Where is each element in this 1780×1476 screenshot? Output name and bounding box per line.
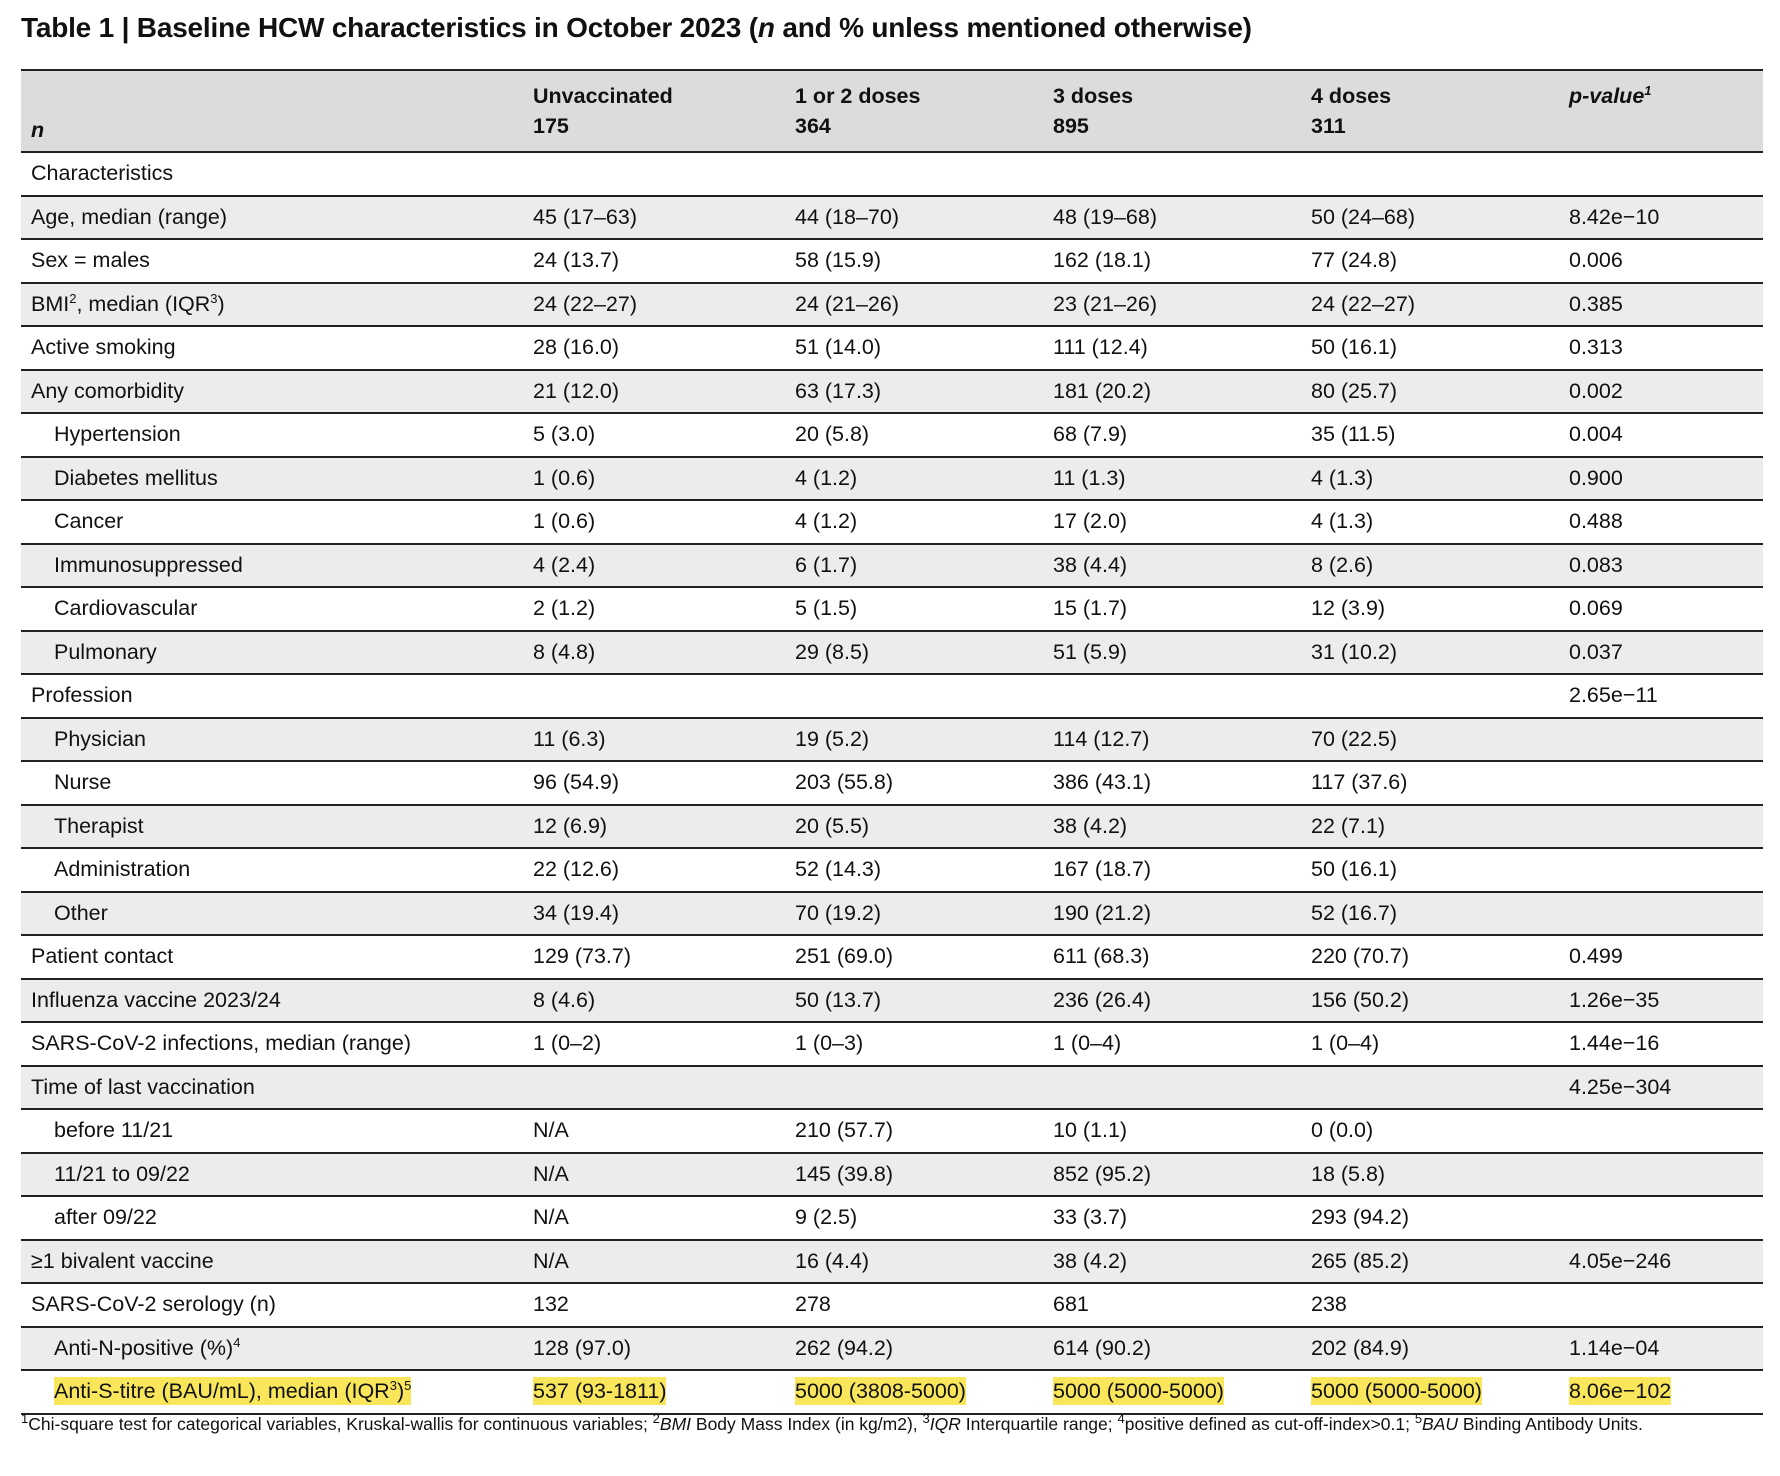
pvalue-cell — [1559, 848, 1763, 892]
row-label: Any comorbidity — [21, 370, 523, 414]
table-cell: 24 (13.7) — [523, 239, 785, 283]
table-cell: 9 (2.5) — [785, 1196, 1043, 1240]
table-cell: 1 (0.6) — [523, 457, 785, 501]
header-col-3-doses: 3 doses 895 — [1043, 70, 1301, 152]
table-cell: 5000 (5000-5000) — [1043, 1370, 1301, 1414]
row-label: SARS-CoV-2 infections, median (range) — [21, 1022, 523, 1066]
table-cell — [523, 152, 785, 196]
row-label: SARS-CoV-2 serology (n) — [21, 1283, 523, 1327]
row-label: Immunosuppressed — [21, 544, 523, 588]
table-cell: 128 (97.0) — [523, 1327, 785, 1371]
pvalue-cell: 8.06e−102 — [1559, 1370, 1763, 1414]
table-cell: 614 (90.2) — [1043, 1327, 1301, 1371]
table-cell: 6 (1.7) — [785, 544, 1043, 588]
pvalue-cell — [1559, 152, 1763, 196]
table-row — [21, 631, 1763, 675]
table-cell — [785, 152, 1043, 196]
table-cell: 1 (0–4) — [1301, 1022, 1559, 1066]
row-label: Cardiovascular — [21, 587, 523, 631]
table-cell: 203 (55.8) — [785, 761, 1043, 805]
table-cell: 45 (17–63) — [523, 196, 785, 240]
table-cell: 80 (25.7) — [1301, 370, 1559, 414]
pvalue-cell: 0.069 — [1559, 587, 1763, 631]
table-cell: 19 (5.2) — [785, 718, 1043, 762]
table-cell: 681 — [1043, 1283, 1301, 1327]
pvalue-cell: 1.44e−16 — [1559, 1022, 1763, 1066]
table-cell — [1043, 152, 1301, 196]
pvalue-cell — [1559, 1153, 1763, 1197]
row-label: Age, median (range) — [21, 196, 523, 240]
table-cell: 145 (39.8) — [785, 1153, 1043, 1197]
row-label: Diabetes mellitus — [21, 457, 523, 501]
row-label: Therapist — [21, 805, 523, 849]
row-label: ≥1 bivalent vaccine — [21, 1240, 523, 1284]
table-cell: 70 (19.2) — [785, 892, 1043, 936]
title-suffix: and % unless mentioned otherwise) — [774, 12, 1252, 43]
pvalue-cell: 0.006 — [1559, 239, 1763, 283]
row-label: Profession — [21, 674, 523, 718]
row-label: after 09/22 — [21, 1196, 523, 1240]
table-cell: 5000 (5000-5000) — [1301, 1370, 1559, 1414]
table-cell — [1301, 152, 1559, 196]
pvalue-cell: 0.083 — [1559, 544, 1763, 588]
table-cell: N/A — [523, 1196, 785, 1240]
table-cell: 0 (0.0) — [1301, 1109, 1559, 1153]
pvalue-cell: 0.499 — [1559, 935, 1763, 979]
table-cell: 4 (1.3) — [1301, 500, 1559, 544]
table-row — [21, 587, 1763, 631]
pvalue-cell — [1559, 761, 1763, 805]
table-row — [21, 283, 1763, 327]
pvalue-cell: 1.14e−04 — [1559, 1327, 1763, 1371]
table-row — [21, 674, 1763, 718]
table-cell: 20 (5.5) — [785, 805, 1043, 849]
table-cell: 22 (7.1) — [1301, 805, 1559, 849]
row-label: Anti-N-positive (%)$^4$ — [21, 1327, 523, 1371]
table-cell: 8 (4.8) — [523, 631, 785, 675]
table-cell: 38 (4.2) — [1043, 1240, 1301, 1284]
row-label: Pulmonary — [21, 631, 523, 675]
table-cell: 262 (94.2) — [785, 1327, 1043, 1371]
row-label: Administration — [21, 848, 523, 892]
table-cell: 238 — [1301, 1283, 1559, 1327]
table-cell: N/A — [523, 1240, 785, 1284]
row-label: Other — [21, 892, 523, 936]
table-row — [21, 1283, 1763, 1327]
table-cell — [1301, 674, 1559, 718]
row-label: Time of last vaccination — [21, 1066, 523, 1110]
table-cell: 210 (57.7) — [785, 1109, 1043, 1153]
table-cell: 5 (3.0) — [523, 413, 785, 457]
table-row — [21, 500, 1763, 544]
table-cell: 10 (1.1) — [1043, 1109, 1301, 1153]
baseline-table — [21, 69, 1763, 1415]
table-row — [21, 718, 1763, 762]
row-label: Patient contact — [21, 935, 523, 979]
table-cell: 50 (16.1) — [1301, 848, 1559, 892]
table-cell: 4 (1.2) — [785, 457, 1043, 501]
table-row — [21, 1066, 1763, 1110]
table-row — [21, 805, 1763, 849]
pvalue-cell — [1559, 892, 1763, 936]
table-cell: N/A — [523, 1109, 785, 1153]
row-label: Active smoking — [21, 326, 523, 370]
table-cell: 44 (18–70) — [785, 196, 1043, 240]
table-cell: 167 (18.7) — [1043, 848, 1301, 892]
table-cell: 31 (10.2) — [1301, 631, 1559, 675]
table-cell: 50 (13.7) — [785, 979, 1043, 1023]
table-cell: 16 (4.4) — [785, 1240, 1043, 1284]
pvalue-cell: 0.385 — [1559, 283, 1763, 327]
pvalue-cell: 8.42e−10 — [1559, 196, 1763, 240]
table-cell: 12 (3.9) — [1301, 587, 1559, 631]
table-row — [21, 1153, 1763, 1197]
table-cell: 63 (17.3) — [785, 370, 1043, 414]
table-cell: 537 (93-1811) — [523, 1370, 785, 1414]
pvalue-cell: 0.900 — [1559, 457, 1763, 501]
table-cell: 11 (1.3) — [1043, 457, 1301, 501]
row-label: 11/21 to 09/22 — [21, 1153, 523, 1197]
title-italic-n: n — [757, 12, 775, 43]
table-row — [21, 1240, 1763, 1284]
table-cell: 12 (6.9) — [523, 805, 785, 849]
row-label: Nurse — [21, 761, 523, 805]
table-cell: 48 (19–68) — [1043, 196, 1301, 240]
table-cell: 51 (5.9) — [1043, 631, 1301, 675]
table-cell: 202 (84.9) — [1301, 1327, 1559, 1371]
table-cell: 22 (12.6) — [523, 848, 785, 892]
table-cell: 23 (21–26) — [1043, 283, 1301, 327]
pvalue-cell: 1.26e−35 — [1559, 979, 1763, 1023]
table-cell: N/A — [523, 1153, 785, 1197]
table-cell: 1 (0.6) — [523, 500, 785, 544]
table-cell: 8 (4.6) — [523, 979, 785, 1023]
table-row — [21, 1022, 1763, 1066]
table-cell: 611 (68.3) — [1043, 935, 1301, 979]
row-label: Influenza vaccine 2023/24 — [21, 979, 523, 1023]
table-row — [21, 1370, 1763, 1414]
header-n-label: n — [21, 70, 523, 152]
table-cell: 17 (2.0) — [1043, 500, 1301, 544]
table-cell: 18 (5.8) — [1301, 1153, 1559, 1197]
table-row — [21, 326, 1763, 370]
table-cell: 24 (21–26) — [785, 283, 1043, 327]
header-col-pvalue: p-value$^1$ — [1559, 70, 1763, 152]
table-row — [21, 1196, 1763, 1240]
table-cell — [523, 1066, 785, 1110]
table-row — [21, 544, 1763, 588]
pvalue-cell: 0.313 — [1559, 326, 1763, 370]
pvalue-cell: 4.05e−246 — [1559, 1240, 1763, 1284]
pvalue-cell: 0.488 — [1559, 500, 1763, 544]
table-cell: 111 (12.4) — [1043, 326, 1301, 370]
table-cell — [785, 1066, 1043, 1110]
table-title — [21, 12, 1252, 44]
table-cell: 21 (12.0) — [523, 370, 785, 414]
row-label: before 11/21 — [21, 1109, 523, 1153]
pvalue-cell: 0.002 — [1559, 370, 1763, 414]
table-cell: 117 (37.6) — [1301, 761, 1559, 805]
table-row — [21, 979, 1763, 1023]
table-row — [21, 848, 1763, 892]
table-cell: 129 (73.7) — [523, 935, 785, 979]
table-cell: 4 (1.2) — [785, 500, 1043, 544]
table-cell — [1043, 1066, 1301, 1110]
table-cell — [523, 674, 785, 718]
table-cell: 293 (94.2) — [1301, 1196, 1559, 1240]
table-cell: 11 (6.3) — [523, 718, 785, 762]
table-cell: 114 (12.7) — [1043, 718, 1301, 762]
table-cell: 132 — [523, 1283, 785, 1327]
title-prefix: Table 1 | Baseline HCW characteristics in October 2023 ( — [21, 12, 758, 43]
table-cell: 68 (7.9) — [1043, 413, 1301, 457]
pvalue-cell: 4.25e−304 — [1559, 1066, 1763, 1110]
table-cell: 38 (4.4) — [1043, 544, 1301, 588]
table-row — [21, 761, 1763, 805]
table-cell: 50 (16.1) — [1301, 326, 1559, 370]
row-label: Cancer — [21, 500, 523, 544]
header-col-unvaccinated: Unvaccinated 175 — [523, 70, 785, 152]
pvalue-cell — [1559, 1283, 1763, 1327]
table-cell — [785, 674, 1043, 718]
table-row — [21, 413, 1763, 457]
table-cell: 24 (22–27) — [523, 283, 785, 327]
table-cell: 5 (1.5) — [785, 587, 1043, 631]
table-cell: 386 (43.1) — [1043, 761, 1301, 805]
table-cell: 33 (3.7) — [1043, 1196, 1301, 1240]
table-cell — [1301, 1066, 1559, 1110]
table-cell: 1 (0–2) — [523, 1022, 785, 1066]
table-cell: 24 (22–27) — [1301, 283, 1559, 327]
table-cell: 190 (21.2) — [1043, 892, 1301, 936]
pvalue-cell: 2.65e−11 — [1559, 674, 1763, 718]
pvalue-cell — [1559, 718, 1763, 762]
table-cell: 29 (8.5) — [785, 631, 1043, 675]
table-cell: 96 (54.9) — [523, 761, 785, 805]
table-cell: 278 — [785, 1283, 1043, 1327]
table-cell: 4 (2.4) — [523, 544, 785, 588]
header-row — [21, 70, 1763, 152]
table-row — [21, 1109, 1763, 1153]
table-cell: 162 (18.1) — [1043, 239, 1301, 283]
pvalue-cell: 0.037 — [1559, 631, 1763, 675]
table-cell: 8 (2.6) — [1301, 544, 1559, 588]
table-cell: 70 (22.5) — [1301, 718, 1559, 762]
table-cell: 1 (0–4) — [1043, 1022, 1301, 1066]
row-label: Sex = males — [21, 239, 523, 283]
table-cell — [1043, 674, 1301, 718]
table-cell: 1 (0–3) — [785, 1022, 1043, 1066]
table-row — [21, 152, 1763, 196]
table-cell: 265 (85.2) — [1301, 1240, 1559, 1284]
pvalue-cell — [1559, 1109, 1763, 1153]
table-cell: 50 (24–68) — [1301, 196, 1559, 240]
table-row — [21, 239, 1763, 283]
table-footnote: $^1$Chi-square test for categorical variables, Kruskal-wallis for continuous variables; $^2$BMI Body Mass Index (in kg/m2), $^3$IQR Interquartile range; $^4$positive defined as cut-off-index>0.1; $^5$BAU Binding Antibody Units. — [21, 1411, 1643, 1434]
table-cell: 181 (20.2) — [1043, 370, 1301, 414]
pvalue-cell — [1559, 1196, 1763, 1240]
table-cell: 4 (1.3) — [1301, 457, 1559, 501]
row-label: Hypertension — [21, 413, 523, 457]
table-cell: 2 (1.2) — [523, 587, 785, 631]
table-cell: 35 (11.5) — [1301, 413, 1559, 457]
table-cell: 5000 (3808-5000) — [785, 1370, 1043, 1414]
table-cell: 28 (16.0) — [523, 326, 785, 370]
table-row — [21, 1327, 1763, 1371]
table-cell: 20 (5.8) — [785, 413, 1043, 457]
row-label: Physician — [21, 718, 523, 762]
table-row — [21, 196, 1763, 240]
table-cell: 77 (24.8) — [1301, 239, 1559, 283]
table-cell: 51 (14.0) — [785, 326, 1043, 370]
row-label: Characteristics — [21, 152, 523, 196]
header-col-1or2-doses: 1 or 2 doses 364 — [785, 70, 1043, 152]
table-row — [21, 892, 1763, 936]
table-row — [21, 370, 1763, 414]
table-row — [21, 457, 1763, 501]
table-cell: 58 (15.9) — [785, 239, 1043, 283]
table-cell: 15 (1.7) — [1043, 587, 1301, 631]
row-label: Anti-S-titre (BAU/mL), median $(IQR^3)^5$ — [21, 1370, 523, 1414]
table-cell: 34 (19.4) — [523, 892, 785, 936]
table-cell: 251 (69.0) — [785, 935, 1043, 979]
table-cell: 220 (70.7) — [1301, 935, 1559, 979]
table-cell: 236 (26.4) — [1043, 979, 1301, 1023]
table-row — [21, 935, 1763, 979]
table-cell: 852 (95.2) — [1043, 1153, 1301, 1197]
header-col-4-doses: 4 doses 311 — [1301, 70, 1559, 152]
table-cell: 52 (14.3) — [785, 848, 1043, 892]
row-label: BMI$^2$, median (IQR$^3$) — [21, 283, 523, 327]
pvalue-cell: 0.004 — [1559, 413, 1763, 457]
table-cell: 38 (4.2) — [1043, 805, 1301, 849]
pvalue-cell — [1559, 805, 1763, 849]
table-cell: 52 (16.7) — [1301, 892, 1559, 936]
table-cell: 156 (50.2) — [1301, 979, 1559, 1023]
